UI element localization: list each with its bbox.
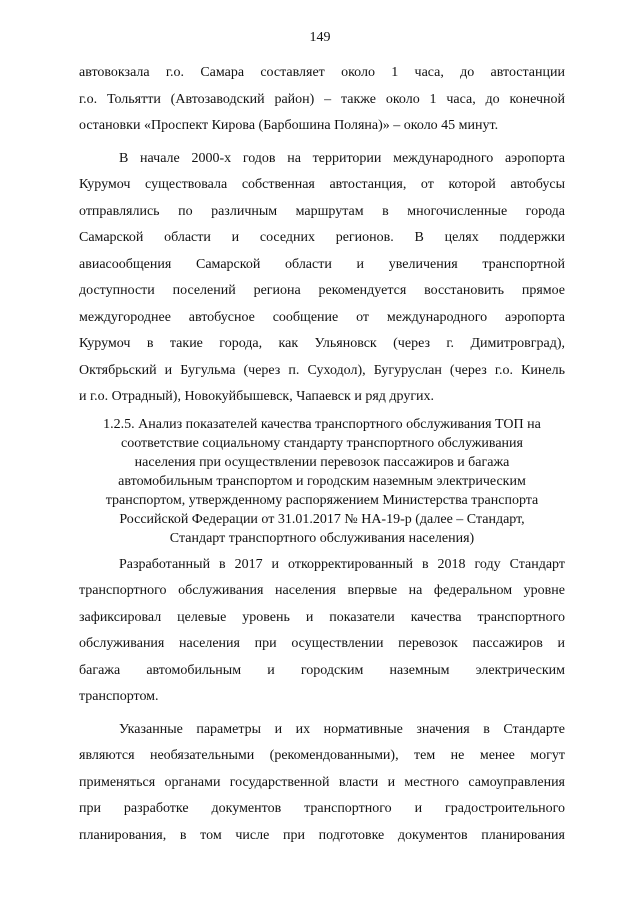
page-content: [79, 60, 565, 849]
text-line: автовокзала г.о. Самара составляет около 1 часа, до автостанции: [79, 65, 565, 80]
text-line: авиасообщения Самарской области и увеличения транспортной: [79, 256, 565, 272]
page-number: 149: [309, 30, 331, 45]
text-line: зафиксировал целевые уровень и показатели качества транспортного: [79, 609, 565, 625]
text-line: отправлялись по различным маршрутам в многочисленные города: [79, 203, 565, 219]
text-line: Октябрьский и Бугульма (через п. Суходол), Бугуруслан (через г.о. Кинель: [79, 362, 565, 378]
heading-line: 1.2.5. Анализ показателей качества транспортного обслуживания ТОП на: [103, 416, 541, 432]
text-line: являются необязательными (рекомендованными), тем не менее могут: [79, 748, 565, 763]
text-line: доступности поселений региона рекомендуется восстановить прямое: [79, 283, 565, 298]
paragraph-travel-times: [79, 60, 565, 140]
text-line: Самарской области и соседних регионов. В целях поддержки: [79, 230, 565, 245]
text-line: междугороднее автобусное сообщение от международного аэропорта: [79, 309, 565, 325]
text-line: Курумоч существовала собственная автостанция, от которой автобусы: [79, 177, 565, 192]
text-line: г.о. Тольятти (Автозаводский район) – также около 1 часа, до конечной: [79, 91, 565, 107]
section-heading: [79, 415, 565, 548]
text-line: при разработке документов транспортного и градостроительного: [79, 801, 565, 816]
text-line: Указанные параметры и их нормативные значения в Стандарте: [119, 721, 565, 737]
heading-line: автомобильным транспортом и городским наземным электрическим: [118, 473, 526, 489]
heading-line: населения при осуществлении перевозок пассажиров и багажа: [134, 454, 510, 470]
text-line: обслуживания населения при осуществлении перевозок пассажиров и: [79, 636, 565, 651]
text-line: и г.о. Отрадный), Новокуйбышевск, Чапаевск и ряд других.: [79, 389, 435, 404]
text-line: применяться органами государственной власти и местного самоуправления: [79, 774, 565, 790]
heading-line: Стандарт транспортного обслуживания населения): [169, 530, 475, 546]
heading-line: Российской Федерации от 31.01.2017 № НА-19-р (далее – Стандарт,: [119, 511, 525, 527]
text-line: багажа автомобильным и городским наземным электрическим: [79, 662, 565, 678]
text-line: Курумоч в такие города, как Ульяновск (через г. Димитровград),: [79, 336, 565, 351]
text-line: В начале 2000-х годов на территории международного аэропорта: [119, 150, 565, 166]
text-line: транспортом.: [79, 689, 159, 704]
text-line: транспортного обслуживания населения впервые на федеральном уровне: [79, 583, 565, 598]
paragraph-parameters-optional: [79, 717, 565, 850]
paragraph-standard-developed: [79, 552, 565, 711]
text-line: Разработанный в 2017 и откорректированный в 2018 году Стандарт: [119, 556, 565, 572]
text-line: остановки «Проспект Кирова (Барбошина Поляна)» – около 45 минут.: [79, 118, 499, 133]
text-line: планирования, в том числе при подготовке документов планирования: [79, 827, 565, 843]
heading-line: соответствие социальному стандарту транспортного обслуживания: [120, 435, 523, 451]
heading-line: транспортом, утвержденному распоряжением Министерства транспорта: [105, 492, 539, 508]
paragraph-kurumoch-bus-station: [79, 146, 565, 411]
